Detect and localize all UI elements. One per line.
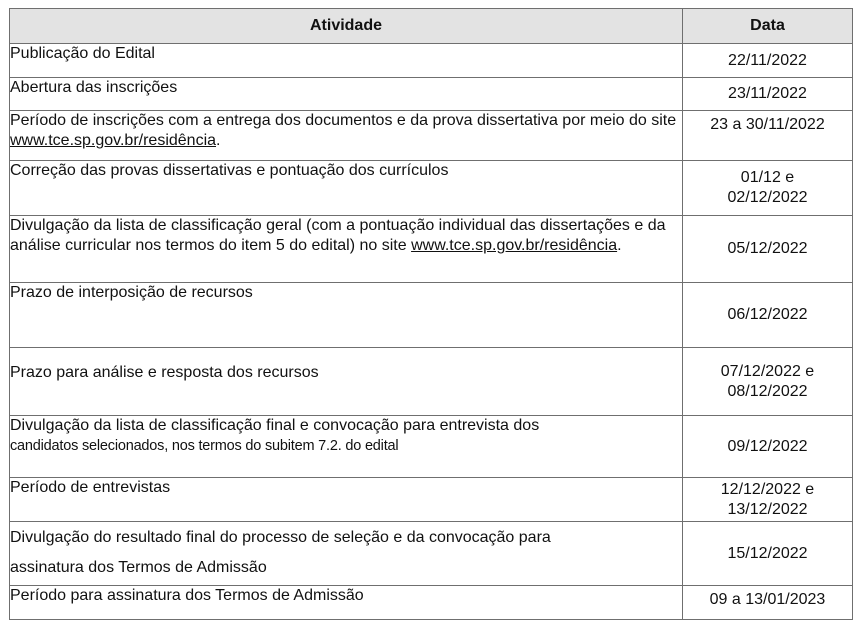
activity-cell [10,161,683,216]
activity-cell [10,522,683,586]
activity-text: assinatura dos Termos de Admissão [10,559,267,576]
activity-cell [10,478,683,522]
table-row [10,586,853,620]
site-link[interactable]: www.tce.sp.gov.br/residência [10,132,217,149]
table-row [10,78,853,111]
date-cell: 22/11/2022 [683,44,853,78]
date-cell: 23 a 30/11/2022 [683,111,853,161]
activity-text: Prazo de interposição de recursos [10,284,253,301]
date-line: 13/12/2022 [727,500,808,518]
activity-cell [10,348,683,416]
activity-text: Período de entrevistas [10,479,171,496]
activity-cell [10,586,683,620]
date-line: 12/12/2022 e [720,480,815,498]
activity-cell [10,283,683,348]
site-link[interactable]: www.tce.sp.gov.br/residência [411,237,618,254]
table-row [10,161,853,216]
header-activity: Atividade [10,9,683,44]
activity-text: Publicação do Edital [10,45,155,62]
activity-cell [10,78,683,111]
date-cell: 05/12/2022 [683,216,853,283]
activity-text-end: . [617,237,622,254]
date-cell: 06/12/2022 [683,283,853,348]
activity-cell [10,111,683,161]
table-row [10,522,853,586]
date-cell: 15/12/2022 [683,522,853,586]
table-row [10,216,853,283]
date-cell [683,348,853,416]
activity-text: Divulgação da lista de classificação final e convocação para entrevista dos [10,417,540,434]
date-line: 08/12/2022 [727,382,808,400]
activity-text: Período para assinatura dos Termos de Admissão [10,587,364,604]
activity-text: Divulgação da lista de classificação geral (com a pontuação individual das dissertações e da análise curricular nos termos do item 5 do edital) no site [10,217,666,254]
schedule-table-wrapper [9,8,852,620]
activity-text-end: . [216,132,221,149]
activity-text: Período de inscrições com a entrega dos documentos e da prova dissertativa por meio do site [10,112,677,129]
activity-cell [10,44,683,78]
table-header-row [10,9,853,44]
activity-cell [10,216,683,283]
table-row [10,348,853,416]
activity-text: Abertura das inscrições [10,79,178,96]
table-row [10,416,853,478]
activity-text: candidatos selecionados, nos termos do subitem 7.2. do edital [10,438,399,454]
table-row [10,283,853,348]
activity-cell [10,416,683,478]
date-cell [683,161,853,216]
activity-text: Correção das provas dissertativas e pontuação dos currículos [10,162,449,179]
date-line: 02/12/2022 [727,189,808,206]
table-row [10,44,853,78]
table-row [10,111,853,161]
date-cell: 09 a 13/01/2023 [683,586,853,620]
schedule-table [9,8,853,620]
date-cell: 09/12/2022 [683,416,853,478]
activity-text: Divulgação do resultado final do processo de seleção e da convocação para [10,529,551,546]
date-line: 07/12/2022 e [720,362,815,380]
date-cell [683,478,853,522]
table-row [10,478,853,522]
header-date: Data [683,9,853,44]
activity-text: Prazo para análise e resposta dos recursos [10,363,319,381]
date-line: 01/12 e [740,169,795,186]
date-cell: 23/11/2022 [683,78,853,111]
